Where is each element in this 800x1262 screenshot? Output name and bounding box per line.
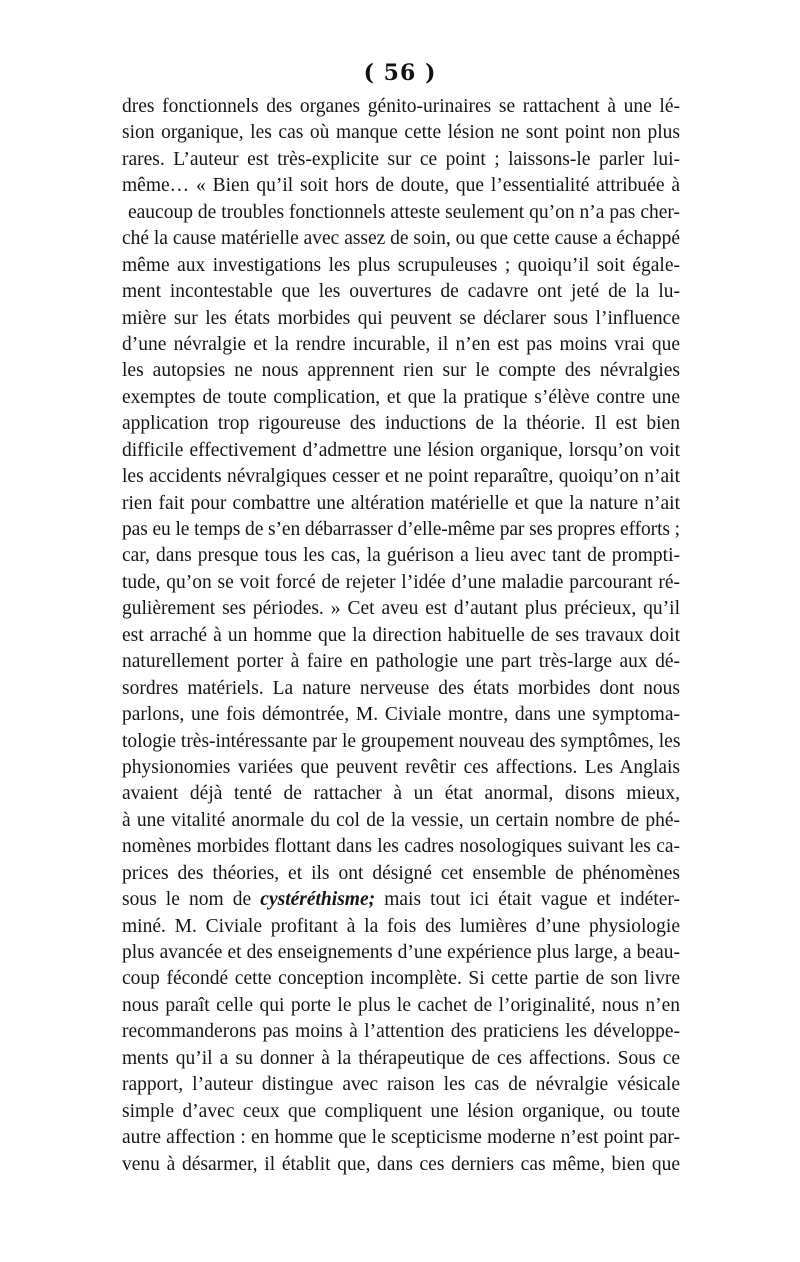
text-line: exemptes de toute complication, et que la pratique s’élève contre une [122, 386, 680, 408]
text-line: tude, qu’on se voit forcé de rejeter l’idée d’une maladie parcourant ré- [122, 571, 680, 593]
emphasized-term: cystéréthisme; [260, 889, 376, 911]
text-line: nomènes morbides flottant dans les cadres nosologiques suivant les ca- [122, 836, 680, 858]
text-line: pas eu le temps de s’en débarrasser d’elle-même par ses propres efforts ; [122, 519, 680, 540]
text-line: ché la cause matérielle avec assez de soin, ou que cette cause a échappé [122, 228, 680, 250]
text-line: avaient déjà tenté de rattacher à un état anormal, disons mieux, [122, 783, 680, 805]
page-number: ( 56 ) [363, 60, 437, 86]
text-line: d’une névralgie et la rendre incurable, il n’en est pas moins vrai que [122, 333, 680, 355]
text-line: difficile effectivement d’admettre une lésion organique, lorsqu’on voit [122, 439, 680, 461]
body-text [122, 94, 680, 1178]
text-line: même aux investigations les plus scrupuleuses ; quoiqu’il soit égale- [122, 254, 680, 276]
text-line: autre affection : en homme que le scepticisme moderne n’est point par- [122, 1127, 680, 1149]
text-line: eaucoup de troubles fonctionnels atteste seulement qu’on n’a pas cher- [128, 201, 680, 223]
text-line: naturellement porter à faire en pathologie une part très-large aux dé- [122, 651, 680, 673]
text-line: ment incontestable que les ouvertures de cadavre ont jeté de la lu- [122, 281, 680, 303]
text-line: recommanderons pas moins à l’attention des praticiens les développe- [122, 1021, 680, 1043]
text-line: sordres matériels. La nature nerveuse des états morbides dont nous [122, 677, 680, 699]
text-line: venu à désarmer, il établit que, dans ces derniers cas même, bien que [122, 1153, 680, 1175]
text-line: miné. M. Civiale profitant à la fois des lumières d’une physiologie [122, 915, 680, 937]
text-line: car, dans presque tous les cas, la guérison a lieu avec tant de prompti- [122, 545, 680, 567]
text-line: les autopsies ne nous apprennent rien sur le compte des névralgies [122, 360, 680, 382]
text-line: ments qu’il a su donner à la thérapeutique de ces affections. Sous ce [122, 1047, 680, 1069]
text-line: rares. L’auteur est très-explicite sur ce point ; laissons-le parler lui- [122, 148, 680, 170]
text-line: sion organique, les cas où manque cette lésion ne sont point non plus [122, 122, 680, 144]
text-line: prices des théories, et ils ont désigné cet ensemble de phénomènes [122, 862, 680, 884]
text-line: application trop rigoureuse des inductions de la théorie. Il est bien [122, 413, 680, 435]
text-line: mière sur les états morbides qui peuvent se déclarer sous l’influence [122, 307, 680, 329]
text-line: simple d’avec ceux que compliquent une lésion organique, ou toute [122, 1100, 680, 1122]
text-line: est arraché à un homme que la direction habituelle de ses travaux doit [122, 624, 680, 646]
text-line: physionomies variées que peuvent revêtir ces affections. Les Anglais [122, 756, 680, 778]
text-line: rapport, l’auteur distingue avec raison les cas de névralgie vésicale [122, 1074, 680, 1096]
text-line: coup fécondé cette conception incomplète. Si cette partie de son livre [122, 968, 680, 990]
text-line: sous le nom de cystéréthisme; mais tout ici était vague et indéter- [122, 889, 681, 911]
text-line: même… « Bien qu’il soit hors de doute, que l’essentialité attribuée à [122, 175, 680, 197]
text-line: parlons, une fois démontrée, M. Civiale montre, dans une symptoma- [122, 704, 680, 726]
text-line: gulièrement ses périodes. » Cet aveu est d’autant plus précieux, qu’il [122, 598, 680, 620]
text-line: les accidents névralgiques cesser et ne point reparaître, quoiqu’on n’ait [122, 466, 680, 488]
text-line: rien fait pour combattre une altération matérielle et que la nature n’ait [122, 492, 680, 514]
text-line: dres fonctionnels des organes génito-urinaires se rattachent à une lé- [122, 96, 680, 117]
text-line: à une vitalité anormale du col de la vessie, un certain nombre de phé- [122, 809, 680, 831]
text-line: tologie très-intéressante par le groupement nouveau des symptômes, les [122, 730, 681, 752]
text-line: nous paraît celle qui porte le plus le cachet de l’originalité, nous n’en [122, 994, 680, 1016]
text-line: plus avancée et des enseignements d’une expérience plus large, a beau- [122, 942, 680, 963]
